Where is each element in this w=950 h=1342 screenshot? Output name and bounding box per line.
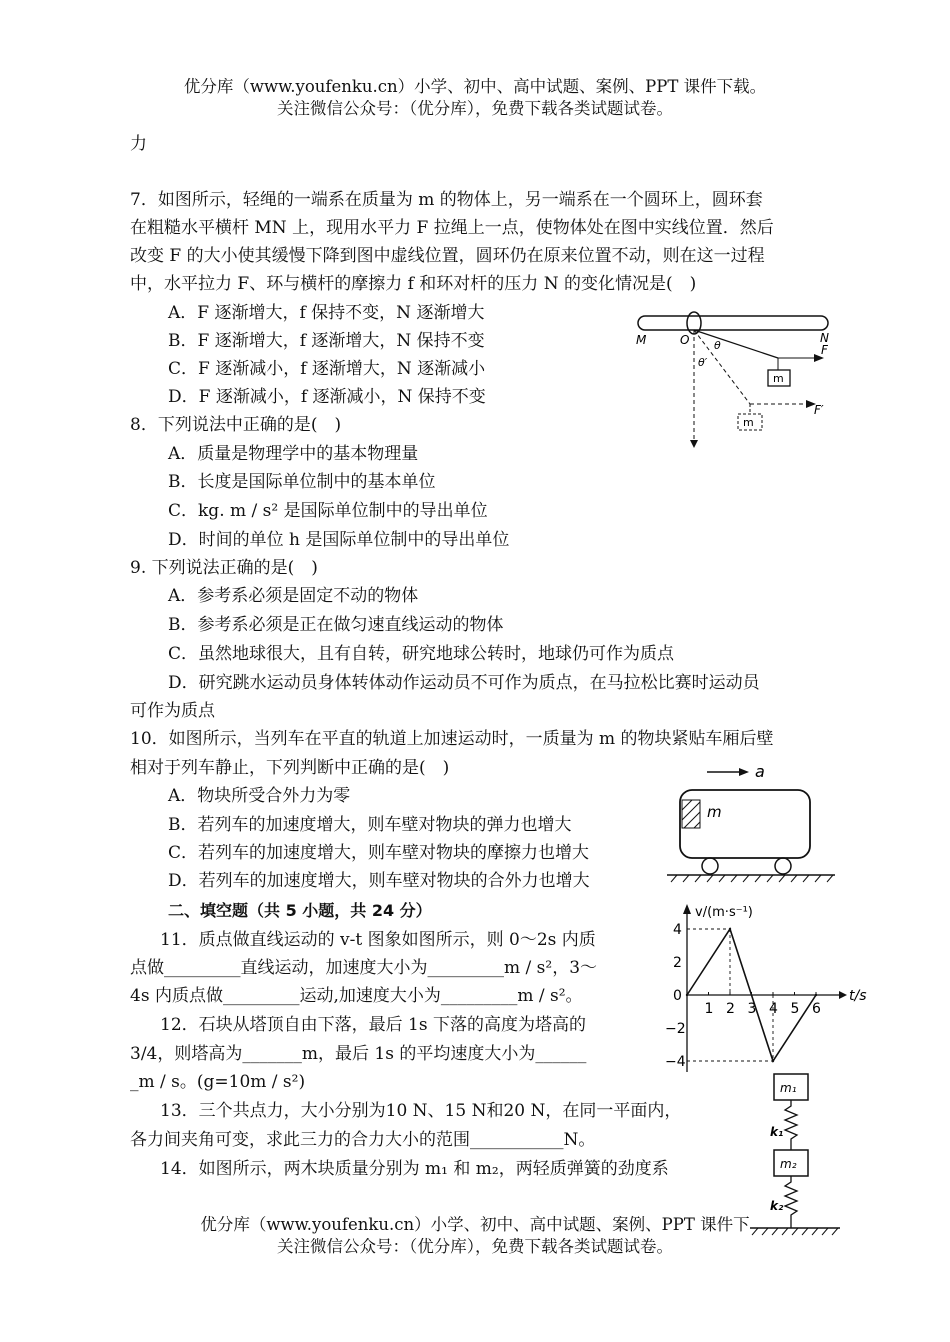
y-tick-label: −4 xyxy=(665,1054,686,1070)
q7-option-c: C．F 逐渐减小，f 逐渐增大，N 逐渐减小 xyxy=(168,359,486,379)
q8-option-c: C．kg. m / s² 是国际单位制中的导出单位 xyxy=(168,501,488,521)
label-o: O xyxy=(680,333,690,347)
q10-option-a: A．物块所受合外力为零 xyxy=(168,786,351,806)
block-m-dashed: m xyxy=(743,416,754,429)
q7-line-4: 中，水平拉力 F、环与横杆的摩擦力 f 和环对杆的压力 N 的变化情况是( ) xyxy=(130,274,697,294)
q11-line-2: 点做_________直线运动，加速度大小为_________m / s²，3～ xyxy=(130,958,598,978)
x-tick-label: 4 xyxy=(769,1001,778,1017)
q12-line-1: 12．石块从塔顶自由下落，最后 1s 下落的高度为塔高的 xyxy=(160,1015,586,1035)
q9-option-b: B．参考系必须是正在做匀速直线运动的物体 xyxy=(168,615,504,635)
x-tick-label: 2 xyxy=(726,1001,735,1017)
q10-option-d: D．若列车的加速度增大，则车壁对物块的合外力也增大 xyxy=(168,871,590,891)
q13-line-1: 13．三个共点力，大小分别为10 N、15 N和20 N，在同一平面内， xyxy=(160,1101,682,1121)
q10-option-b: B．若列车的加速度增大，则车壁对物块的弹力也增大 xyxy=(168,815,572,835)
q9-option-d-line-2: 可作为质点 xyxy=(130,701,215,721)
label-n-end: N xyxy=(820,331,829,345)
footer-line-2: 关注微信公众号：（优分库），免费下载各类试题试卷。 xyxy=(277,1237,673,1256)
label-f-prime: F′ xyxy=(814,403,824,417)
spring-k1 xyxy=(785,1100,797,1150)
q8-stem: 8．下列说法中正确的是( ) xyxy=(130,415,342,435)
q10-line-2: 相对于列车静止，下列判断中正确的是( ) xyxy=(130,758,450,778)
q14-line-1: 14．如图所示，两木块质量分别为 m₁ 和 m₂，两轻质弹簧的劲度系 xyxy=(160,1159,669,1179)
q10-line-1: 10．如图所示，当列车在平直的轨道上加速运动时，一质量为 m 的物块紧贴车厢后壁 xyxy=(130,729,774,749)
label-acceleration: a xyxy=(755,762,765,781)
q7-option-a: A．F 逐渐增大，f 保持不变，N 逐渐增大 xyxy=(168,303,485,323)
block-m-solid: m xyxy=(773,372,784,385)
label-m-end: M xyxy=(636,333,647,347)
label-theta: θ xyxy=(714,339,721,352)
q8-option-b: B．长度是国际单位制中的基本单位 xyxy=(168,472,436,492)
y-axis-label: v/(m·s⁻¹) xyxy=(695,905,753,920)
q12-line-2: 3/4，则塔高为_______m，最后 1s 的平均速度大小为______ xyxy=(130,1044,587,1064)
x-tick-label: 6 xyxy=(812,1001,821,1017)
y-axis-arrow xyxy=(683,904,691,914)
label-block-m: m xyxy=(707,803,722,821)
q7-figure xyxy=(628,308,848,458)
section-2-title: 二、填空题（共 5 小题，共 24 分） xyxy=(168,901,432,920)
y-tick-label: −2 xyxy=(665,1021,686,1037)
q7-line-2: 在粗糙水平横杆 MN 上，现用水平力 F 拉绳上一点，使物体处在图中实线位置．然后 xyxy=(130,218,774,238)
crossbar-mn xyxy=(638,316,828,330)
q10-option-c: C．若列车的加速度增大，则车壁对物块的摩擦力也增大 xyxy=(168,843,590,863)
label-k2: k₂ xyxy=(770,1199,784,1213)
q12-line-3: _m / s。(g=10m / s²) xyxy=(130,1072,306,1092)
label-theta-prime: θ′ xyxy=(698,356,708,369)
q7-option-d: D．F 逐渐减小，f 逐渐减小，N 保持不变 xyxy=(168,387,486,407)
y-tick-label: 2 xyxy=(673,955,682,971)
q11-line-3: 4s 内质点做_________运动,加速度大小为_________m / s²。 xyxy=(130,986,583,1006)
x-axis-label: t/s xyxy=(849,988,867,1004)
q7-option-b: B．F 逐渐增大，f 逐渐增大，N 保持不变 xyxy=(168,331,485,351)
x-tick-label: 1 xyxy=(704,1001,714,1017)
label-m2: m₂ xyxy=(780,1157,797,1171)
header-line-1: 优分库（www.youfenku.cn）小学、初中、高中试题、案例、PPT 课件下载。 xyxy=(183,77,767,96)
q8-option-a: A．质量是物理学中的基本物理量 xyxy=(168,444,419,464)
vt-chart xyxy=(665,900,865,1075)
q9-stem: 9. 下列说法正确的是( ) xyxy=(130,558,318,578)
q13-line-2: 各力间夹角可变，求此三力的合力大小的范围___________N。 xyxy=(130,1130,596,1150)
label-m1: m₁ xyxy=(780,1081,797,1095)
q9-option-a: A．参考系必须是固定不动的物体 xyxy=(168,586,419,606)
footer-line-1: 优分库（www.youfenku.cn）小学、初中、高中试题、案例、PPT 课件下 xyxy=(200,1215,750,1234)
prev-question-tail: 力 xyxy=(130,134,147,154)
y-tick-label: 0 xyxy=(673,988,682,1004)
q11-line-1: 11．质点做直线运动的 v-t 图象如图所示，则 0～2s 内质 xyxy=(160,930,596,950)
q8-option-d: D．时间的单位 h 是国际单位制中的导出单位 xyxy=(168,530,510,550)
header-line-2: 关注微信公众号：（优分库），免费下载各类试题试卷。 xyxy=(277,99,673,118)
label-k1: k₁ xyxy=(770,1125,784,1139)
q9-option-d-line-1: D．研究跳水运动员身体转体动作运动员不可作为质点，在马拉松比赛时运动员 xyxy=(168,673,760,693)
label-f: F xyxy=(821,343,828,357)
q7-line-3: 改变 F 的大小使其缓慢下降到图中虚线位置，圆环仍在原来位置不动，则在这一过程 xyxy=(130,246,765,266)
y-tick-label: 4 xyxy=(673,922,682,938)
x-tick-label: 5 xyxy=(790,1001,800,1017)
x-tick-label: 3 xyxy=(747,1001,757,1017)
q10-figure xyxy=(665,762,845,882)
q9-option-c: C．虽然地球很大，且有自转，研究地球公转时，地球仍可作为质点 xyxy=(168,644,675,664)
x-axis-arrow xyxy=(839,991,847,999)
q7-line-1: 7．如图所示，轻绳的一端系在质量为 m 的物体上，另一端系在一个圆环上，圆环套 xyxy=(130,190,763,210)
